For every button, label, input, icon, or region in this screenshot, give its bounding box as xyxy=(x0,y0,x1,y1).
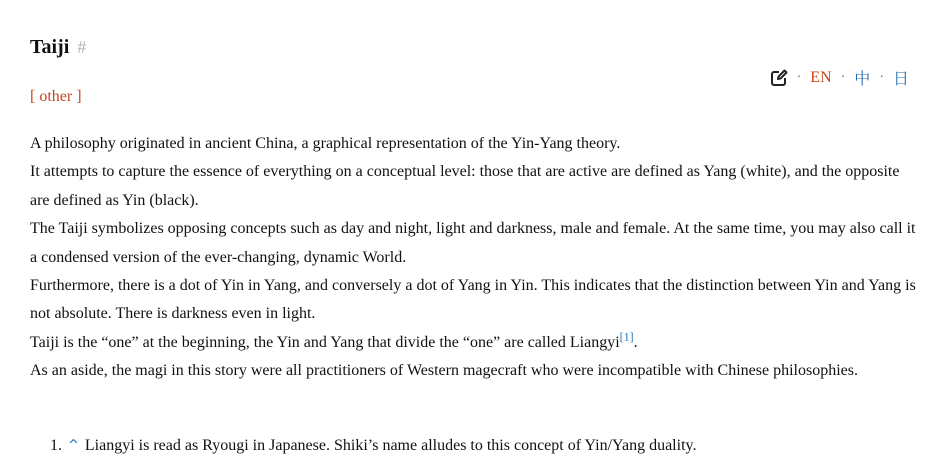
footnote-text: Liangyi is read as Ryougi in Japanese. Shiki’s name alludes to this concept of Yin/Yang duality. xyxy=(84,437,697,454)
paragraph: As an aside, the magi in this story were all practitioners of Western magecraft who were incompatible with Chinese philosophies. xyxy=(30,362,858,380)
separator: · xyxy=(796,69,802,85)
edit-icon[interactable] xyxy=(770,69,788,87)
title-row xyxy=(30,36,86,59)
lang-zh-link[interactable]: 中 xyxy=(854,69,871,88)
lang-en-link[interactable]: EN xyxy=(810,68,832,86)
paragraph-text: Taiji is the “one” at the beginning, the Yin and Yang that divide the “one” are called Liangyi xyxy=(30,333,620,351)
separator: · xyxy=(840,69,846,85)
reference-link[interactable]: [1] xyxy=(619,329,634,344)
paragraph: The Taiji symbolizes opposing concepts such as day and night, light and darkness, male and female. At the same time, you may also call it a condensed version of the ever-changing, dynamic World. xyxy=(30,220,916,266)
paragraph: Furthermore, there is a dot of Yin in Yang, and conversely a dot of Yang in Yin. This indicates that the distinction between Yin and Yang is not absolute. There is darkness even in light. xyxy=(30,277,916,323)
footnote-number: 1. xyxy=(50,437,62,454)
footnotes-list xyxy=(50,433,910,459)
paragraph: It attempts to capture the essence of everything on a conceptual level: those that are active are defined as Yang (white), and the opposite are defined as Yin (black). xyxy=(30,163,900,209)
anchor-link[interactable]: # xyxy=(77,37,87,57)
category-tag xyxy=(30,88,82,106)
paragraph-liangyi xyxy=(30,329,920,357)
separator: · xyxy=(879,69,884,85)
reference-marker xyxy=(620,330,634,344)
article-body xyxy=(30,130,920,386)
paragraph: A philosophy originated in ancient China, a graphical representation of the Yin-Yang theory. xyxy=(30,135,621,152)
footnote-item xyxy=(50,433,910,459)
page-title: Taiji xyxy=(30,36,70,58)
sentence-end: . xyxy=(633,333,638,351)
footnote-backlink[interactable]: ^ xyxy=(68,438,79,453)
language-bar xyxy=(770,66,909,89)
category-link[interactable]: [ other ] xyxy=(30,88,82,105)
lang-ja-link[interactable]: 日 xyxy=(892,69,909,88)
